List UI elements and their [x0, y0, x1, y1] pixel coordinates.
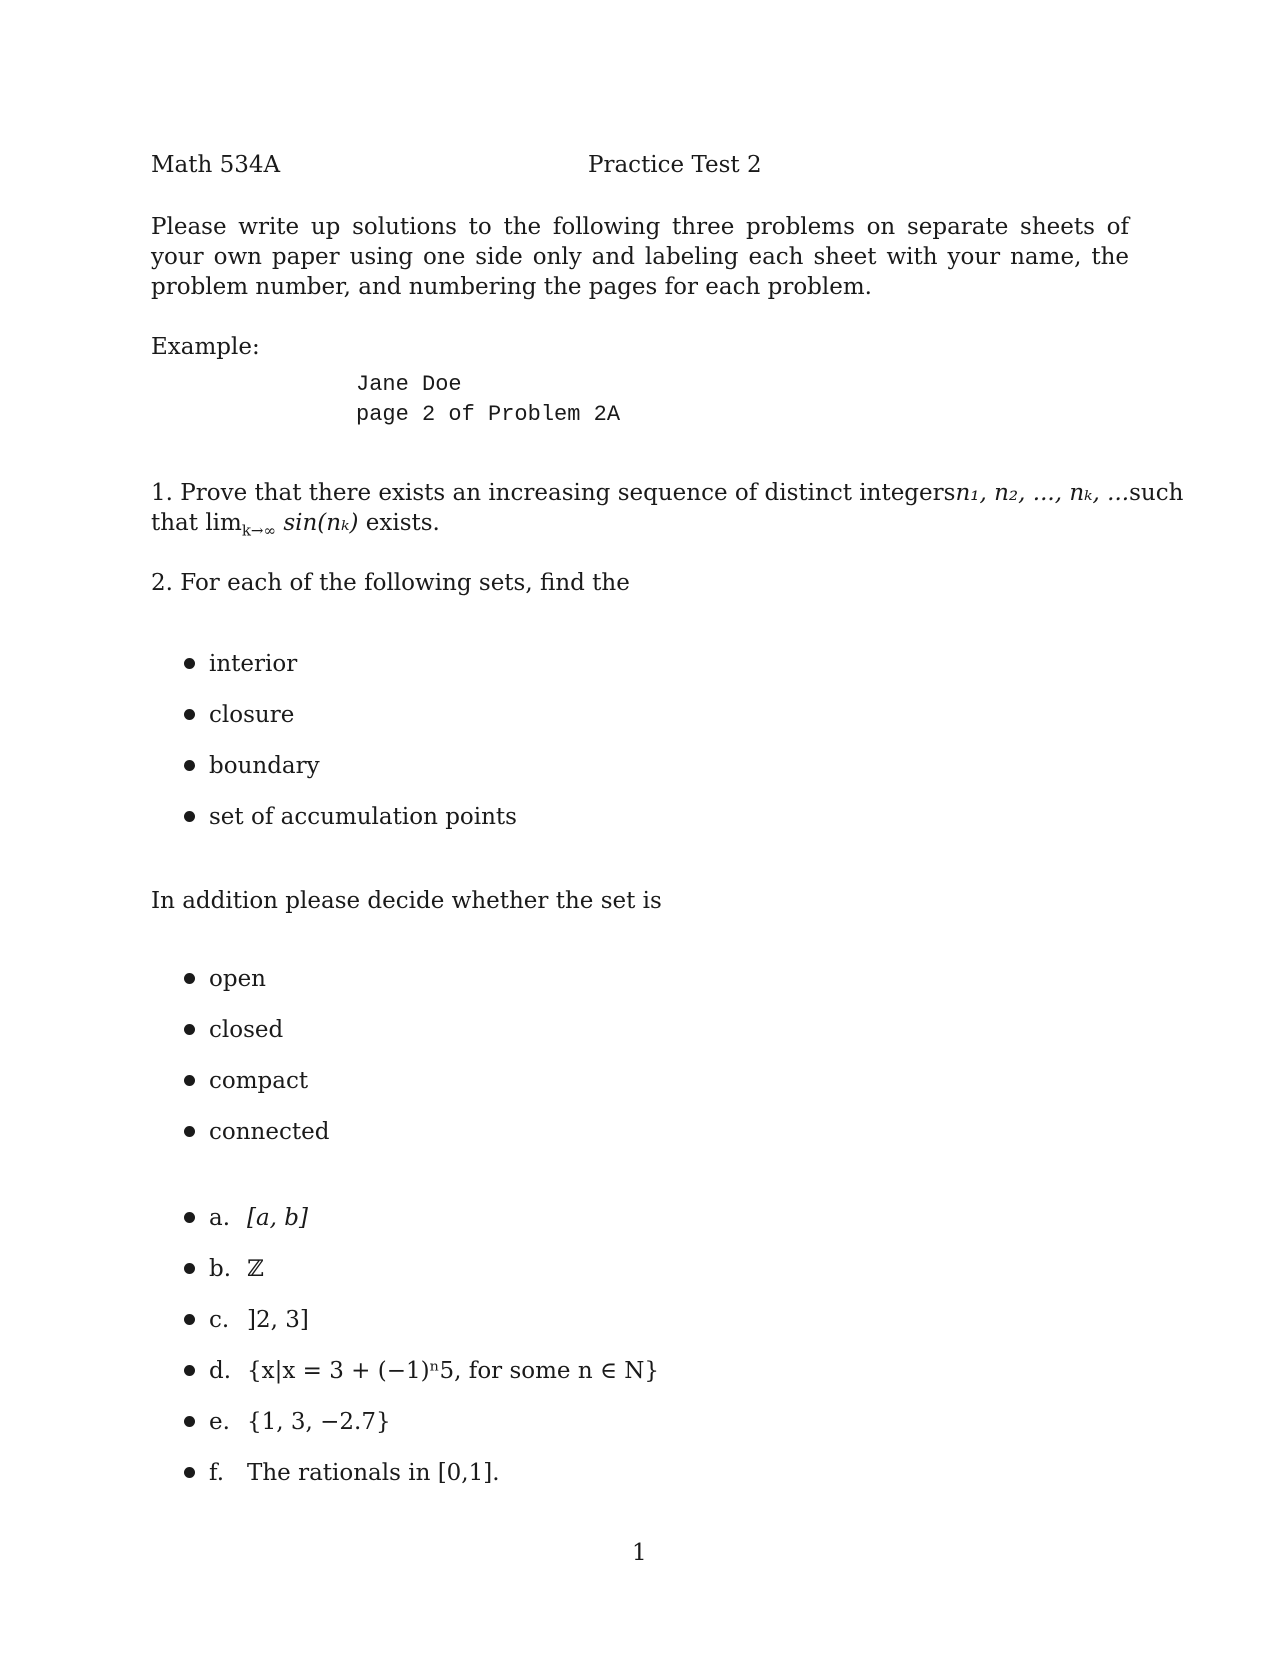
- example-label: Example:: [151, 334, 260, 360]
- bullet-icon: [184, 1075, 195, 1086]
- bullet-icon: [184, 1263, 195, 1274]
- list-item: open: [184, 966, 266, 992]
- problem-1-line-1: [151, 480, 1184, 506]
- page-number: 1: [632, 1540, 647, 1566]
- example-name-line: Jane Doe: [356, 372, 462, 397]
- bullet-icon: [184, 709, 195, 720]
- limit-exists-text: exists.: [365, 510, 440, 536]
- limit-subscript: k→∞: [241, 521, 276, 540]
- set-item-e: e. {1, 3, −2.7}: [184, 1409, 391, 1435]
- limit-expression: sin(nₖ): [283, 510, 359, 536]
- list-item: closed: [184, 1017, 283, 1043]
- list-item: connected: [184, 1119, 329, 1145]
- bullet-icon: [184, 1314, 195, 1325]
- problem-1-line-2: [151, 510, 440, 540]
- problem-1-prefix: 1. Prove that there exists an increasing sequence of distinct integers: [151, 480, 956, 506]
- problem-1-suffix: such: [1129, 480, 1184, 506]
- set-item-c: c. ]2, 3]: [184, 1307, 309, 1333]
- list-item: closure: [184, 702, 294, 728]
- bullet-icon: [184, 1467, 195, 1478]
- addition-text: In addition please decide whether the set is: [151, 888, 662, 914]
- instructions-paragraph: Please write up solutions to the following three problems on separate sheets of your own paper using one side only and labeling each sheet with your name, the problem number, and numbering the pages for each problem.: [151, 214, 1129, 300]
- bullet-icon: [184, 658, 195, 669]
- bullet-icon: [184, 760, 195, 771]
- example-page-line: page 2 of Problem 2A: [356, 402, 621, 427]
- bullet-icon: [184, 1126, 195, 1137]
- set-item-f: f. The rationals in [0,1].: [184, 1460, 500, 1486]
- course-title: Math 534A: [151, 152, 281, 178]
- bullet-icon: [184, 973, 195, 984]
- list-item: interior: [184, 651, 297, 677]
- list-item: boundary: [184, 753, 320, 779]
- set-item-b: b. ℤ: [184, 1256, 264, 1282]
- bullet-icon: [184, 1416, 195, 1427]
- problem-1-sequence: n₁, n₂, ..., nₖ, ...: [955, 480, 1130, 506]
- bullet-icon: [184, 1024, 195, 1035]
- limit-text: that lim: [151, 510, 242, 536]
- page-title: Practice Test 2: [588, 152, 762, 178]
- bullet-icon: [184, 1212, 195, 1223]
- list-item: set of accumulation points: [184, 804, 517, 830]
- problem-2-intro: 2. For each of the following sets, find the: [151, 570, 630, 596]
- set-item-d: d. {x|x = 3 + (−1)ⁿ5, for some n ∈ N}: [184, 1358, 659, 1384]
- set-item-a: a. [a, b]: [184, 1205, 308, 1231]
- bullet-icon: [184, 1365, 195, 1376]
- bullet-icon: [184, 811, 195, 822]
- list-item: compact: [184, 1068, 308, 1094]
